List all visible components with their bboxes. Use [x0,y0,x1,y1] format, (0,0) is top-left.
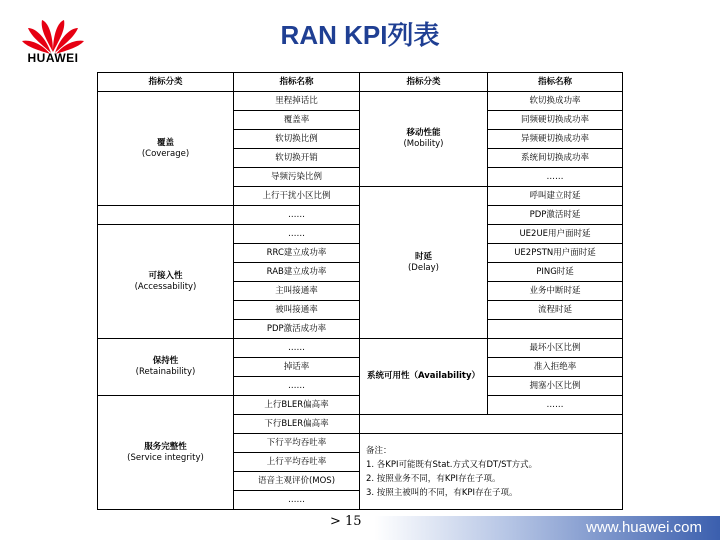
kpi-name-cell: 主叫接通率 [234,282,360,301]
note-line: 3. 按照主被叫的不同，有KPI存在子项。 [366,487,518,498]
kpi-name-cell: PING时延 [488,263,623,282]
kpi-name-cell: PDP激活成功率 [234,320,360,339]
note-line: 2. 按照业务不同，有KPI存在子项。 [366,473,501,484]
kpi-name-cell: 导频污染比例 [234,168,360,187]
blank-cell [488,320,623,339]
category-delay: 时延 (Delay) [360,187,488,339]
kpi-name-cell: 被叫接通率 [234,301,360,320]
kpi-name-cell: 同频硬切换成功率 [488,111,623,130]
category-retainability: 保持性 (Retainability) [98,339,234,396]
kpi-name-cell: 异频硬切换成功率 [488,130,623,149]
kpi-name-cell: 业务中断时延 [488,282,623,301]
kpi-name-cell: …… [234,206,360,225]
kpi-name-cell: 系统间切换成功率 [488,149,623,168]
kpi-name-cell: 上行干扰小区比例 [234,187,360,206]
page-title: RAN KPI列表 [280,20,440,50]
kpi-name-cell: …… [488,168,623,187]
kpi-name-cell: 拥塞小区比例 [488,377,623,396]
kpi-name-cell: 呼叫建立时延 [488,187,623,206]
notes-cell [360,434,623,510]
table-row [98,92,623,111]
kpi-name-cell: PDP激活时延 [488,206,623,225]
kpi-name-cell: 语音主观评价(MOS) [234,472,360,491]
kpi-name-cell: 掉话率 [234,358,360,377]
header-cell: 指标名称 [488,73,623,92]
header-cell: 指标分类 [98,73,234,92]
table-row [98,339,623,358]
kpi-name-cell: 上行BLER偏高率 [234,396,360,415]
category-availability: 系统可用性（Availability） [360,339,488,415]
kpi-name-cell: …… [234,491,360,510]
blank-cell [98,206,234,225]
note-line: 1. 各KPI可能既有Stat.方式又有DT/ST方式。 [366,459,538,470]
huawei-wordmark: HUAWEI [27,51,79,65]
kpi-name-cell: 覆盖率 [234,111,360,130]
kpi-name-cell: 下行BLER偏高率 [234,415,360,434]
kpi-name-cell: UE2UE用户面时延 [488,225,623,244]
category-mobility: 移动性能 (Mobility) [360,92,488,187]
kpi-name-cell: 上行平均吞吐率 [234,453,360,472]
note-line: 备注： [366,445,392,456]
table-header-row [98,73,623,92]
category-accessibility: 可接入性 (Accessability) [98,225,234,339]
kpi-table [97,72,623,510]
kpi-name-cell: UE2PSTN用户面时延 [488,244,623,263]
kpi-name-cell: 软切换开销 [234,149,360,168]
kpi-name-cell: 流程时延 [488,301,623,320]
category-service-integrity: 服务完整性 (Service integrity) [98,396,234,510]
blank-cell [360,415,623,434]
kpi-name-cell: …… [488,396,623,415]
header-cell: 指标分类 [360,73,488,92]
kpi-name-cell: …… [234,225,360,244]
kpi-name-cell: 软切换成功率 [488,92,623,111]
kpi-name-cell: RRC建立成功率 [234,244,360,263]
category-coverage: 覆盖 (Coverage) [98,92,234,206]
kpi-name-cell: …… [234,377,360,396]
kpi-name-cell: RAB建立成功率 [234,263,360,282]
kpi-name-cell: 里程掉话比 [234,92,360,111]
page-number: > 15 [330,514,362,529]
kpi-name-cell: 软切换比例 [234,130,360,149]
kpi-name-cell: …… [234,339,360,358]
kpi-name-cell: 最坏小区比例 [488,339,623,358]
footer-url: www.huawei.com [586,519,702,536]
header-cell: 指标名称 [234,73,360,92]
kpi-name-cell: 下行平均吞吐率 [234,434,360,453]
kpi-name-cell: 准入拒绝率 [488,358,623,377]
